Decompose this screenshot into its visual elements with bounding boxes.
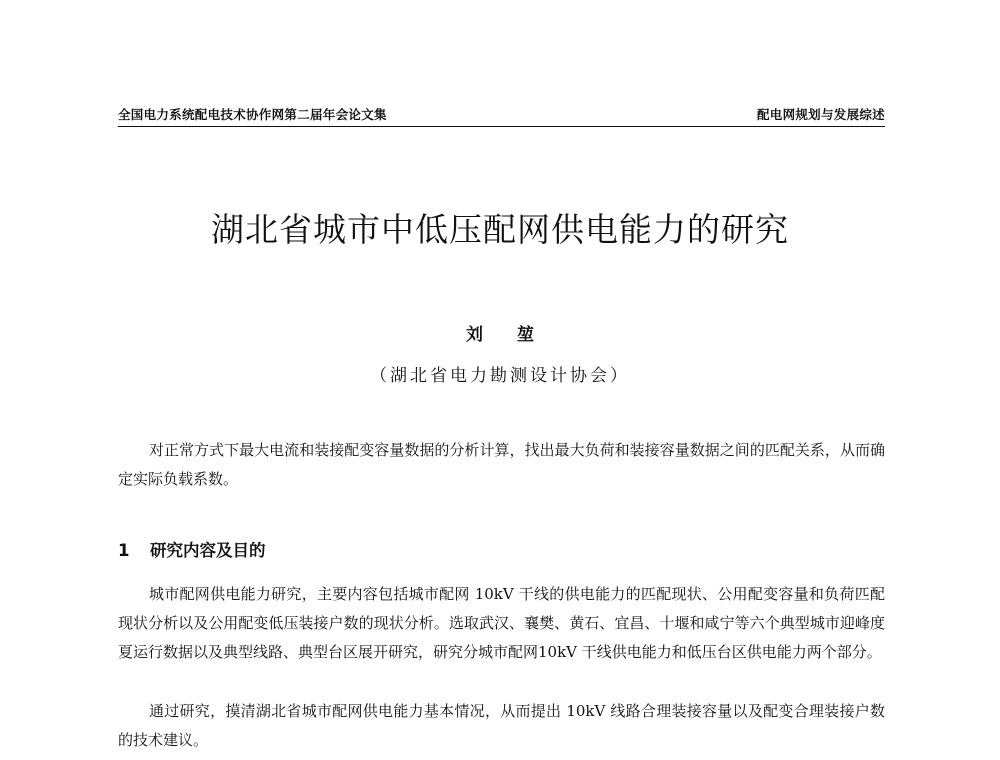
body-paragraph: 城市配网供电能力研究，主要内容包括城市配网 10kV 干线的供电能力的匹配现状、公用配变容量和负荷匹配现状分析以及公用配变低压装接户数的现状分析。选取武汉、襄樊、黄石、宜昌、十堰和咸宁等六个典型城市迎峰度夏运行数据以及典型线路、典型台区展开研究，研究分城市配网10kV 干线供电能力和低压台区供电能力两个部分。 <box>118 585 885 661</box>
paper-title: 湖北省城市中低压配网供电能力的研究 <box>211 210 789 249</box>
abstract-paragraph: 对正常方式下最大电流和装接配变容量数据的分析计算，找出最大负荷和装接容量数据之间的匹配关系，从而确定实际负载系数。 <box>118 441 885 488</box>
running-header <box>118 105 885 127</box>
section-heading <box>118 537 266 561</box>
body-paragraph: 通过研究，摸清湖北省城市配网供电能力基本情况，从而提出 10kV 线路合理装接容量以及配变合理装接户数的技术建议。 <box>118 702 885 749</box>
header-section-title: 配电网规划与发展综述 <box>756 107 885 122</box>
section-title: 研究内容及目的 <box>150 541 266 560</box>
author-affiliation: （湖北省电力勘测设计协会） <box>370 366 630 386</box>
author-name: 刘 堃 <box>466 325 548 345</box>
header-proceedings-title: 全国电力系统配电技术协作网第二届年会论文集 <box>118 107 387 122</box>
section-number: 1 <box>118 541 130 560</box>
